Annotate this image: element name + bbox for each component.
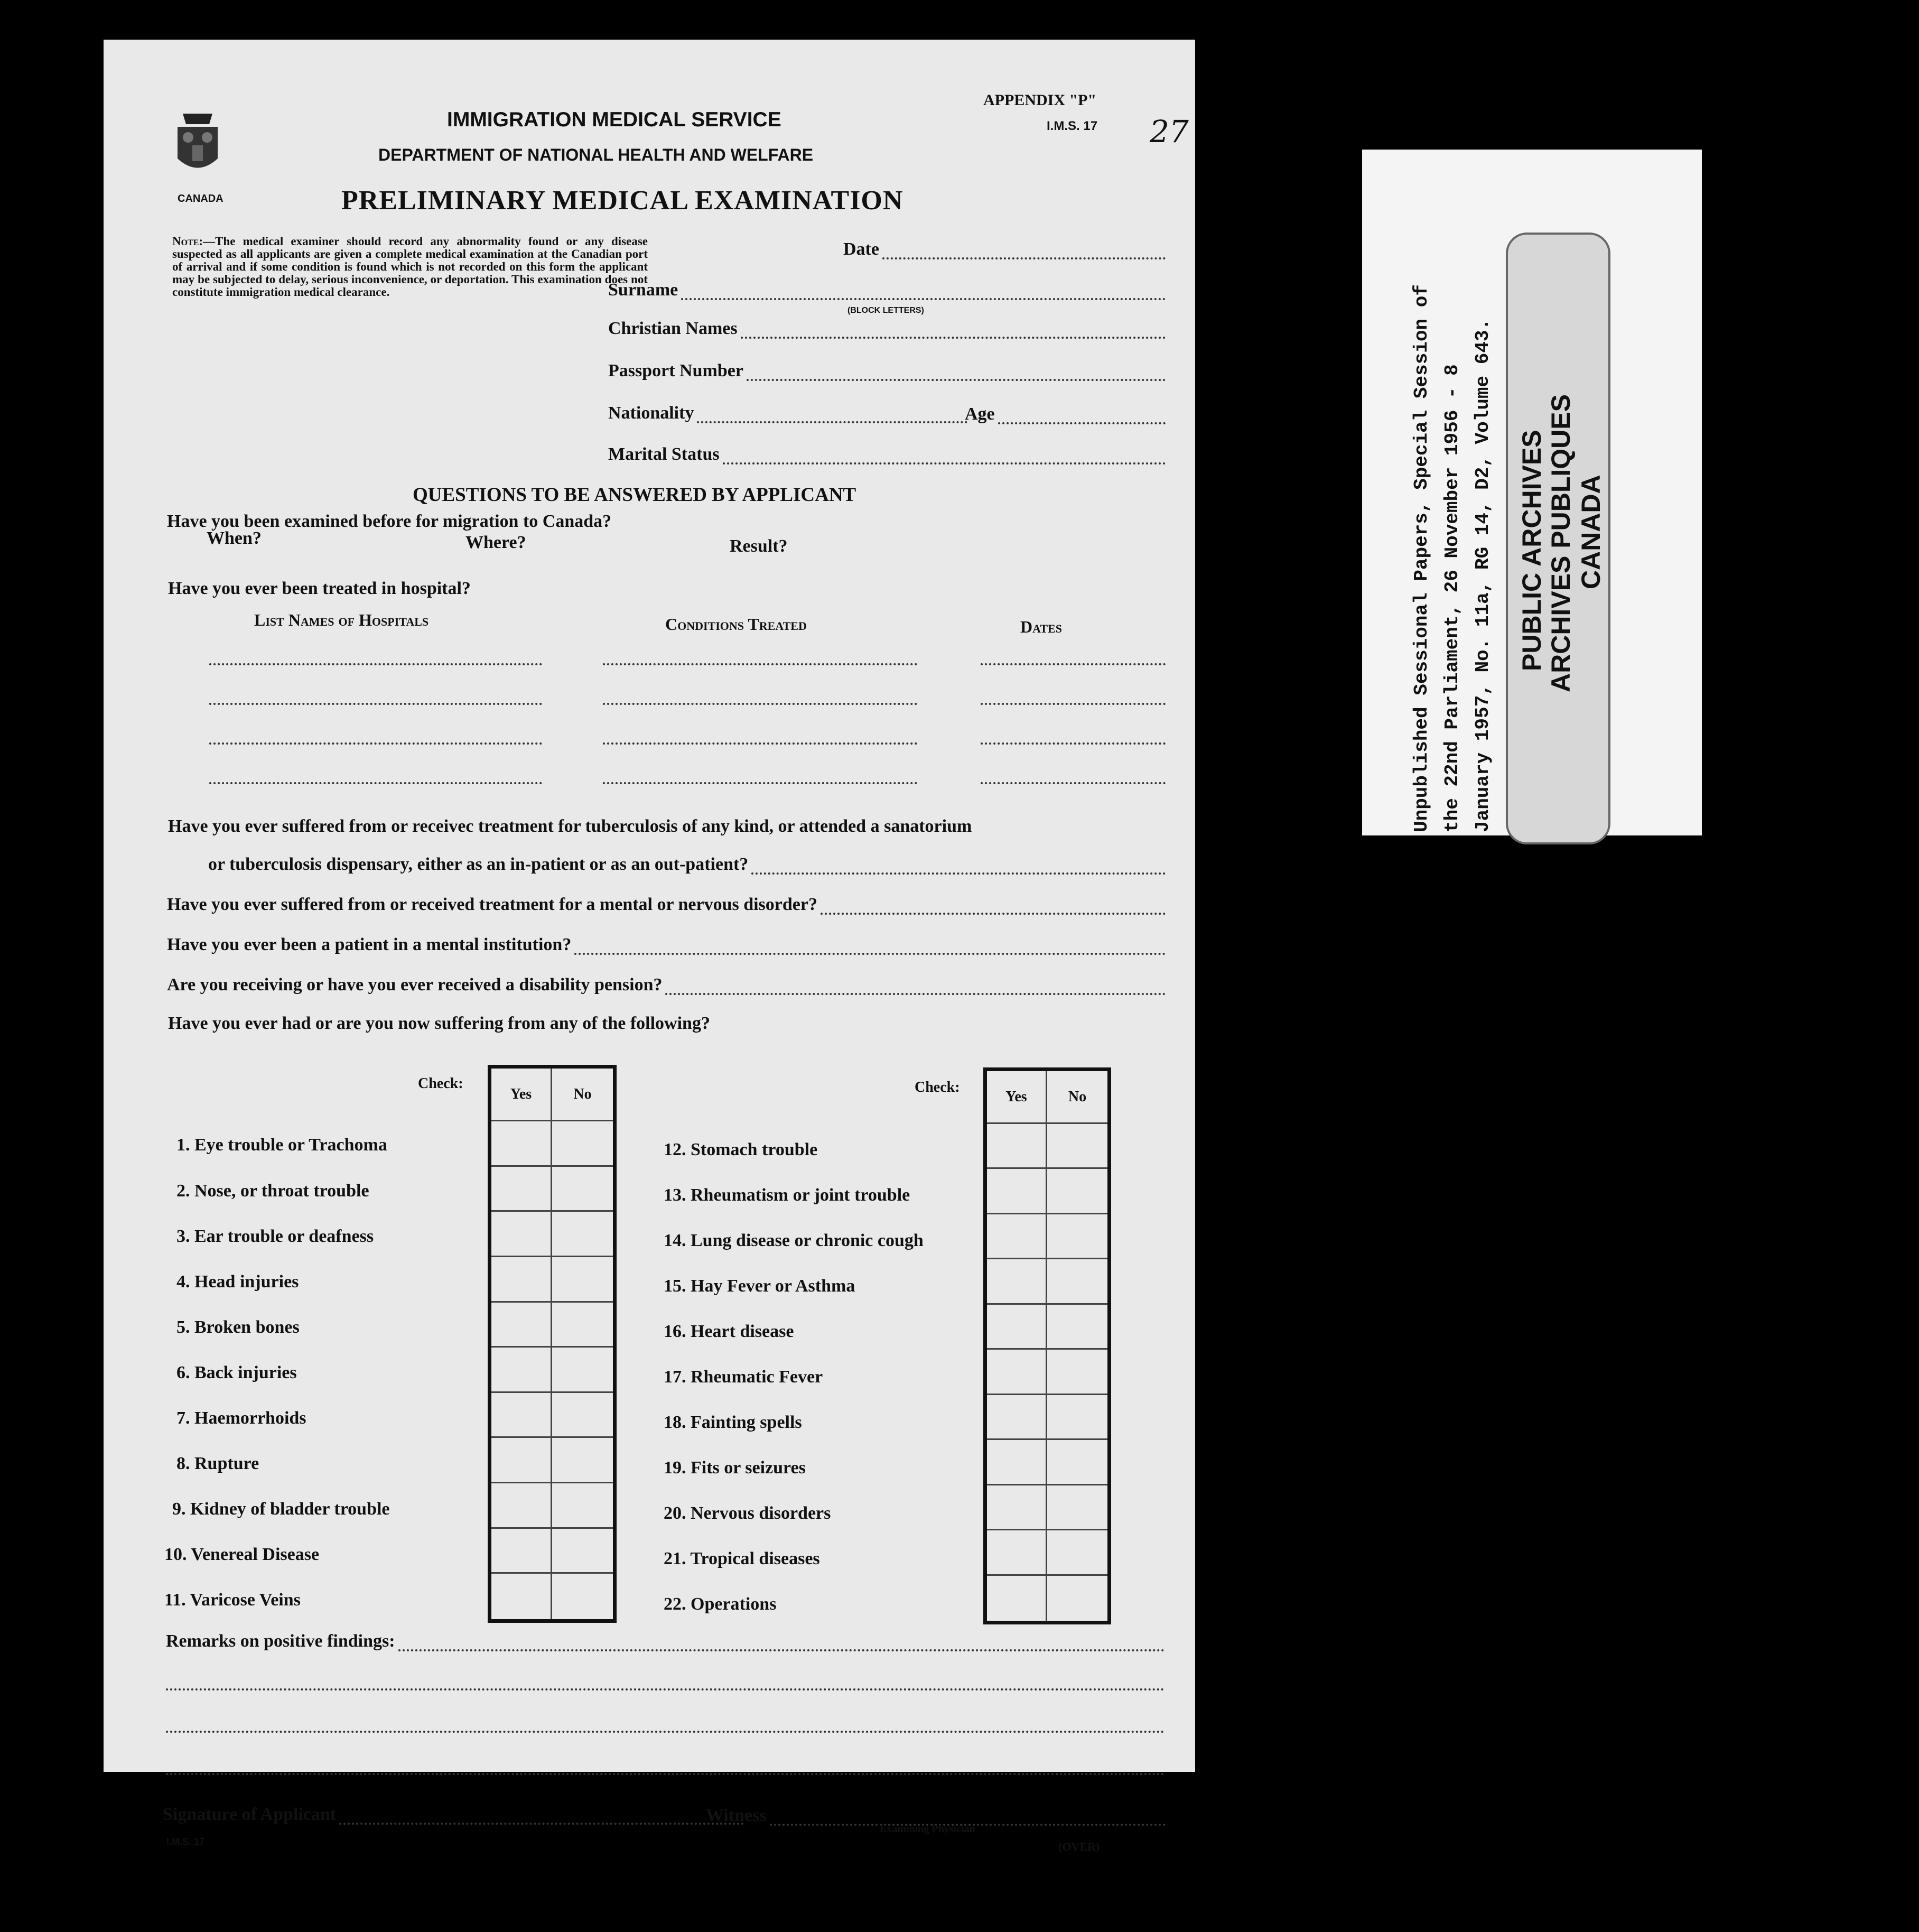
yes-checkbox[interactable] bbox=[491, 1393, 552, 1438]
date-label: Date bbox=[843, 239, 879, 259]
column-hospitals: List Names of Hospitals bbox=[254, 610, 429, 629]
signature-field[interactable] bbox=[163, 1805, 744, 1825]
surname-line bbox=[681, 280, 1166, 300]
yes-header-right: Yes bbox=[987, 1071, 1047, 1124]
checklist-item: 6. Back injuries bbox=[176, 1363, 297, 1382]
surname-label: Surname bbox=[608, 280, 678, 300]
checklist-item: 21. Tropical diseases bbox=[664, 1549, 820, 1568]
question-pension: Are you receiving or have you ever received a disability pension? bbox=[167, 975, 663, 995]
appendix-label: APPENDIX "P" bbox=[983, 91, 1097, 109]
remarks-line[interactable] bbox=[166, 1688, 1165, 1690]
yes-checkbox[interactable] bbox=[987, 1440, 1047, 1485]
checklist-grid-right[interactable] bbox=[983, 1067, 1111, 1624]
question-examined-before: Have you been examined before for migration to Canada? bbox=[167, 512, 612, 531]
remarks-line[interactable] bbox=[166, 1773, 1165, 1775]
handwritten-page-number: 27 bbox=[1150, 114, 1189, 150]
yes-checkbox[interactable] bbox=[987, 1259, 1047, 1304]
yes-checkbox[interactable] bbox=[987, 1214, 1047, 1259]
no-checkbox[interactable] bbox=[1047, 1169, 1107, 1214]
column-dates: Dates bbox=[1020, 617, 1062, 636]
yes-checkbox[interactable] bbox=[491, 1257, 552, 1303]
hospital-rows[interactable] bbox=[209, 663, 1166, 843]
archive-line-3: January 1957, No. 11a, RG 14, D2, Volume 643. bbox=[1472, 318, 1494, 832]
question-mental: Have you ever suffered from or received treatment for a mental or nervous disorder? bbox=[167, 895, 817, 914]
yes-checkbox[interactable] bbox=[987, 1124, 1047, 1169]
remarks-line[interactable] bbox=[166, 1731, 1165, 1733]
no-checkbox[interactable] bbox=[1047, 1485, 1107, 1530]
check-label-right: Check: bbox=[915, 1079, 960, 1095]
archive-line-1: Unpublished Sessional Papers, Special Session of bbox=[1411, 284, 1432, 832]
yes-checkbox[interactable] bbox=[491, 1212, 552, 1257]
checklist-item: 19. Fits or seizures bbox=[664, 1458, 806, 1478]
yes-checkbox[interactable] bbox=[987, 1576, 1047, 1621]
checklist-item: 10. Venereal Disease bbox=[164, 1545, 320, 1564]
checklist-item: 13. Rheumatism or joint trouble bbox=[664, 1185, 910, 1205]
checklist-item: 8. Rupture bbox=[176, 1454, 259, 1473]
note-text: The medical examiner should record any abnormality found or any disease suspected as all applicants are given a complete medical examination at the Canadian port of arrival and if some condition is found which is not recorded on this form the applicant may be subjected to delay, serious inconvenience, or deportation. This examination does not constitute immigration medical clearance. bbox=[172, 235, 648, 299]
yes-checkbox[interactable] bbox=[987, 1395, 1047, 1440]
yes-checkbox[interactable] bbox=[987, 1350, 1047, 1395]
canada-crest-icon bbox=[172, 108, 223, 188]
surname-field[interactable] bbox=[608, 280, 1166, 300]
christian-names-label: Christian Names bbox=[608, 319, 738, 338]
checklist-item: 5. Broken bones bbox=[176, 1317, 300, 1337]
question-tb-line1: Have you ever suffered from or receivec treatment for tuberculosis of any kind, or attended a sanatorium bbox=[168, 816, 972, 836]
date-field[interactable] bbox=[843, 239, 1166, 259]
no-checkbox[interactable] bbox=[552, 1257, 613, 1303]
checklist-item: 17. Rheumatic Fever bbox=[664, 1367, 823, 1387]
no-checkbox[interactable] bbox=[552, 1348, 613, 1393]
department-title: DEPARTMENT OF NATIONAL HEALTH AND WELFARE bbox=[378, 145, 814, 164]
marital-label: Marital Status bbox=[608, 444, 720, 464]
checklist-item: 4. Head injuries bbox=[176, 1272, 299, 1292]
checklist-item: 14. Lung disease or chronic cough bbox=[664, 1231, 924, 1250]
question-when: When? bbox=[207, 528, 262, 548]
question-mental-field[interactable] bbox=[167, 895, 1166, 915]
no-checkbox[interactable] bbox=[1047, 1440, 1107, 1485]
examining-physician-label: Examining Physician bbox=[880, 1823, 975, 1835]
checklist-item: 7. Haemorrhoids bbox=[176, 1408, 306, 1428]
note-label: Note:— bbox=[172, 235, 216, 248]
signature-label: Signature of Applicant bbox=[163, 1805, 337, 1824]
column-conditions: Conditions Treated bbox=[665, 615, 807, 634]
checklist-item: 11. Varicose Veins bbox=[164, 1590, 301, 1610]
christian-names-line bbox=[741, 319, 1166, 339]
nationality-label: Nationality bbox=[608, 403, 694, 423]
block-letters-note: (BLOCK LETTERS) bbox=[847, 306, 924, 315]
witness-label: Witness bbox=[706, 1806, 767, 1825]
no-header-left: No bbox=[552, 1069, 613, 1121]
nationality-field[interactable] bbox=[608, 403, 967, 423]
checklist-item: 20. Nervous disorders bbox=[664, 1503, 831, 1523]
no-checkbox[interactable] bbox=[1047, 1214, 1107, 1259]
christian-names-field[interactable] bbox=[608, 319, 1166, 339]
nationality-line bbox=[697, 403, 967, 423]
yes-checkbox[interactable] bbox=[491, 1574, 552, 1619]
checklist-item: 1. Eye trouble or Trachoma bbox=[176, 1135, 387, 1155]
medical-form-page bbox=[104, 40, 1195, 1825]
examiner-note bbox=[172, 235, 648, 299]
no-checkbox[interactable] bbox=[1047, 1395, 1107, 1440]
no-checkbox[interactable] bbox=[552, 1438, 613, 1483]
questions-heading: QUESTIONS TO BE ANSWERED BY APPLICANT bbox=[413, 484, 856, 506]
no-checkbox[interactable] bbox=[552, 1167, 613, 1212]
over-label: (OVER) bbox=[1058, 1840, 1100, 1853]
stamp-archives-publiques: ARCHIVES PUBLIQUES bbox=[1546, 394, 1576, 692]
no-checkbox[interactable] bbox=[1047, 1530, 1107, 1575]
yes-checkbox[interactable] bbox=[987, 1305, 1047, 1350]
question-where: Where? bbox=[465, 533, 526, 552]
checklist-item: 18. Fainting spells bbox=[664, 1413, 802, 1432]
checklist-grid-left[interactable] bbox=[488, 1065, 617, 1623]
yes-checkbox[interactable] bbox=[491, 1348, 552, 1393]
no-checkbox[interactable] bbox=[1047, 1350, 1107, 1395]
no-checkbox[interactable] bbox=[1047, 1124, 1107, 1169]
marital-status-field[interactable] bbox=[608, 444, 1166, 465]
checklist-item: 9. Kidney of bladder trouble bbox=[172, 1499, 390, 1519]
passport-field[interactable] bbox=[608, 361, 1166, 381]
question-pension-field[interactable] bbox=[167, 975, 1166, 995]
check-label-left: Check: bbox=[418, 1075, 463, 1092]
yes-checkbox[interactable] bbox=[491, 1303, 552, 1348]
remarks-label: Remarks on positive findings: bbox=[166, 1631, 395, 1651]
yes-checkbox[interactable] bbox=[491, 1121, 552, 1167]
no-checkbox[interactable] bbox=[1047, 1259, 1107, 1304]
yes-header-left: Yes bbox=[491, 1069, 552, 1121]
passport-line bbox=[747, 361, 1166, 381]
stamp-canada: CANADA bbox=[1576, 475, 1606, 589]
yes-checkbox[interactable] bbox=[987, 1169, 1047, 1214]
yes-checkbox[interactable] bbox=[491, 1483, 552, 1529]
no-checkbox[interactable] bbox=[552, 1303, 613, 1348]
no-checkbox[interactable] bbox=[552, 1529, 613, 1574]
question-tb-line2: or tuberculosis dispensary, either as an in-patient or as an out-patient? bbox=[208, 854, 749, 874]
no-checkbox[interactable] bbox=[552, 1121, 613, 1167]
no-checkbox[interactable] bbox=[552, 1574, 613, 1619]
checklist-item: 12. Stomach trouble bbox=[664, 1140, 818, 1159]
page-title: PRELIMINARY MEDICAL EXAMINATION bbox=[341, 185, 903, 216]
checklist-item: 3. Ear trouble or deafness bbox=[176, 1227, 374, 1246]
yes-checkbox[interactable] bbox=[491, 1529, 552, 1574]
date-line bbox=[882, 239, 1166, 259]
age-line bbox=[998, 404, 1166, 424]
crest-label: CANADA bbox=[178, 193, 223, 205]
form-code-bottom: I.M.S. 17 bbox=[166, 1836, 205, 1847]
question-result: Result? bbox=[730, 536, 788, 556]
no-checkbox[interactable] bbox=[552, 1393, 613, 1438]
yes-checkbox[interactable] bbox=[491, 1167, 552, 1212]
archive-line-2: the 22nd Parliament, 26 November 1956 - 8 bbox=[1441, 364, 1463, 832]
no-header-right: No bbox=[1047, 1071, 1107, 1124]
yes-checkbox[interactable] bbox=[987, 1530, 1047, 1575]
marital-line bbox=[723, 444, 1166, 465]
question-tb-field[interactable] bbox=[208, 854, 1166, 875]
passport-label: Passport Number bbox=[608, 361, 743, 380]
checklist-item: 15. Hay Fever or Asthma bbox=[664, 1276, 855, 1296]
question-hospital: Have you ever been treated in hospital? bbox=[168, 579, 471, 598]
no-checkbox[interactable] bbox=[1047, 1305, 1107, 1350]
age-field[interactable] bbox=[965, 404, 1166, 424]
question-institution: Have you ever been a patient in a mental institution? bbox=[167, 935, 572, 954]
no-checkbox[interactable] bbox=[552, 1212, 613, 1257]
checklist-item: 2. Nose, or throat trouble bbox=[176, 1181, 369, 1201]
no-checkbox[interactable] bbox=[1047, 1576, 1107, 1621]
form-code-top: I.M.S. 17 bbox=[1047, 119, 1098, 133]
checklist-item: 22. Operations bbox=[664, 1594, 777, 1614]
no-checkbox[interactable] bbox=[552, 1483, 613, 1529]
question-institution-field[interactable] bbox=[167, 935, 1166, 955]
checklist-item: 16. Heart disease bbox=[664, 1322, 794, 1341]
remarks-field[interactable] bbox=[166, 1631, 1165, 1651]
question-following: Have you ever had or are you now suffering from any of the following? bbox=[168, 1014, 710, 1033]
yes-checkbox[interactable] bbox=[491, 1438, 552, 1483]
service-title: IMMIGRATION MEDICAL SERVICE bbox=[447, 108, 781, 131]
age-label: Age bbox=[965, 404, 995, 424]
yes-checkbox[interactable] bbox=[987, 1485, 1047, 1530]
stamp-public-archives: PUBLIC ARCHIVES bbox=[1517, 430, 1547, 671]
